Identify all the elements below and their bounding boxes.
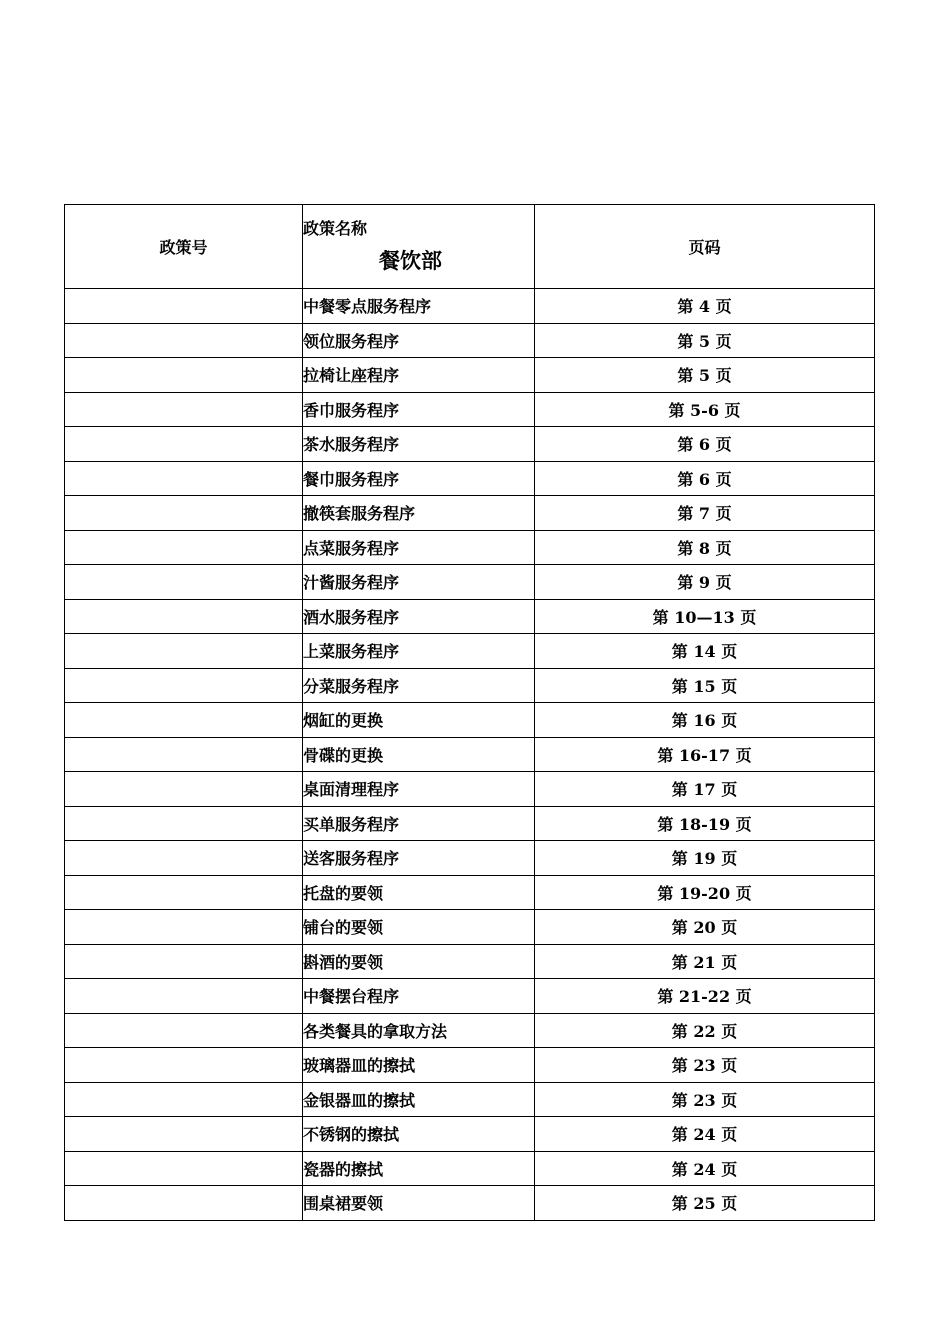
policy-number-cell [65, 323, 303, 358]
policy-number-cell [65, 599, 303, 634]
table-row [65, 772, 875, 807]
table-row [65, 806, 875, 841]
page-number-cell: 第 5 页 [535, 358, 875, 393]
table-row [65, 875, 875, 910]
policy-name-cell: 瓷器的擦拭 [303, 1151, 535, 1186]
table-row [65, 979, 875, 1014]
policy-number-cell [65, 358, 303, 393]
policy-name-cell: 铺台的要领 [303, 910, 535, 945]
page-number-cell: 第 18-19 页 [535, 806, 875, 841]
page-number-cell: 第 17 页 [535, 772, 875, 807]
policy-name-cell: 斟酒的要领 [303, 944, 535, 979]
page-number-cell: 第 9 页 [535, 565, 875, 600]
policy-number-cell [65, 565, 303, 600]
page-number-cell: 第 25 页 [535, 1186, 875, 1221]
policy-name-cell: 撤筷套服务程序 [303, 496, 535, 531]
table-row [65, 737, 875, 772]
page-number-cell: 第 7 页 [535, 496, 875, 531]
policy-number-header: 政策号 [65, 205, 303, 289]
page-number-cell: 第 6 页 [535, 461, 875, 496]
table-row [65, 668, 875, 703]
policy-number-cell [65, 496, 303, 531]
department-title: 餐饮部 [379, 247, 442, 273]
policy-number-cell [65, 1013, 303, 1048]
table-row [65, 1082, 875, 1117]
policy-name-cell: 玻璃器皿的擦拭 [303, 1048, 535, 1083]
policy-name-cell: 送客服务程序 [303, 841, 535, 876]
page-number-cell: 第 16 页 [535, 703, 875, 738]
table-row [65, 496, 875, 531]
policy-number-cell [65, 392, 303, 427]
policy-number-cell [65, 1048, 303, 1083]
policy-name-cell: 金银器皿的擦拭 [303, 1082, 535, 1117]
table-row [65, 1151, 875, 1186]
policy-name-cell: 酒水服务程序 [303, 599, 535, 634]
policy-number-cell [65, 875, 303, 910]
policy-index-table [64, 204, 875, 1221]
policy-name-cell: 拉椅让座程序 [303, 358, 535, 393]
policy-number-cell [65, 668, 303, 703]
table-row [65, 323, 875, 358]
page-number-cell: 第 15 页 [535, 668, 875, 703]
table-row [65, 530, 875, 565]
policy-name-cell: 点菜服务程序 [303, 530, 535, 565]
policy-number-cell [65, 634, 303, 669]
table-row [65, 634, 875, 669]
page-number-cell: 第 24 页 [535, 1117, 875, 1152]
table-row [65, 358, 875, 393]
policy-number-cell [65, 1117, 303, 1152]
policy-name-cell: 托盘的要领 [303, 875, 535, 910]
page-number-cell: 第 22 页 [535, 1013, 875, 1048]
table-row [65, 599, 875, 634]
page-number-cell: 第 5 页 [535, 323, 875, 358]
policy-name-cell: 餐巾服务程序 [303, 461, 535, 496]
page-number-cell: 第 6 页 [535, 427, 875, 462]
policy-number-cell [65, 806, 303, 841]
policy-name-cell: 汁酱服务程序 [303, 565, 535, 600]
table-row [65, 1186, 875, 1221]
policy-name-cell: 烟缸的更换 [303, 703, 535, 738]
policy-number-cell [65, 461, 303, 496]
page-number-cell: 第 8 页 [535, 530, 875, 565]
table-row [65, 565, 875, 600]
page-number-cell: 第 19-20 页 [535, 875, 875, 910]
page-number-cell: 第 23 页 [535, 1048, 875, 1083]
page-number-cell: 第 23 页 [535, 1082, 875, 1117]
table-row [65, 289, 875, 324]
policy-number-cell [65, 979, 303, 1014]
policy-number-cell [65, 910, 303, 945]
policy-name-cell: 茶水服务程序 [303, 427, 535, 462]
policy-number-cell [65, 737, 303, 772]
table-row [65, 1048, 875, 1083]
policy-number-cell [65, 1151, 303, 1186]
policy-number-cell [65, 1186, 303, 1221]
policy-name-cell: 分菜服务程序 [303, 668, 535, 703]
policy-name-header-cell [303, 205, 535, 289]
policy-name-cell: 香巾服务程序 [303, 392, 535, 427]
page-number-cell: 第 24 页 [535, 1151, 875, 1186]
policy-name-cell: 围桌裙要领 [303, 1186, 535, 1221]
policy-name-cell: 上菜服务程序 [303, 634, 535, 669]
policy-name-cell: 中餐零点服务程序 [303, 289, 535, 324]
policy-number-cell [65, 530, 303, 565]
policy-name-cell: 桌面清理程序 [303, 772, 535, 807]
table-row [65, 703, 875, 738]
page-number-cell: 第 21 页 [535, 944, 875, 979]
page-number-header: 页码 [535, 205, 875, 289]
policy-number-cell [65, 703, 303, 738]
policy-name-cell: 领位服务程序 [303, 323, 535, 358]
page-number-cell: 第 19 页 [535, 841, 875, 876]
table-header-row [65, 205, 875, 289]
policy-number-cell [65, 427, 303, 462]
policy-name-header: 政策名称 [303, 218, 368, 238]
policy-number-cell [65, 289, 303, 324]
table-row [65, 1117, 875, 1152]
table-row [65, 392, 875, 427]
policy-number-cell [65, 772, 303, 807]
table-row [65, 1013, 875, 1048]
table-row [65, 910, 875, 945]
page-number-cell: 第 20 页 [535, 910, 875, 945]
page-number-cell: 第 10—13 页 [535, 599, 875, 634]
policy-number-cell [65, 841, 303, 876]
policy-name-cell: 骨碟的更换 [303, 737, 535, 772]
table-row [65, 427, 875, 462]
policy-name-cell: 中餐摆台程序 [303, 979, 535, 1014]
page-number-cell: 第 5-6 页 [535, 392, 875, 427]
policy-name-cell: 不锈钢的擦拭 [303, 1117, 535, 1152]
page-number-cell: 第 14 页 [535, 634, 875, 669]
page-number-cell: 第 4 页 [535, 289, 875, 324]
policy-number-cell [65, 944, 303, 979]
table-row [65, 461, 875, 496]
table-row [65, 944, 875, 979]
page-number-cell: 第 16-17 页 [535, 737, 875, 772]
page-number-cell: 第 21-22 页 [535, 979, 875, 1014]
table-row [65, 841, 875, 876]
policy-name-cell: 各类餐具的拿取方法 [303, 1013, 535, 1048]
policy-number-cell [65, 1082, 303, 1117]
policy-name-cell: 买单服务程序 [303, 806, 535, 841]
